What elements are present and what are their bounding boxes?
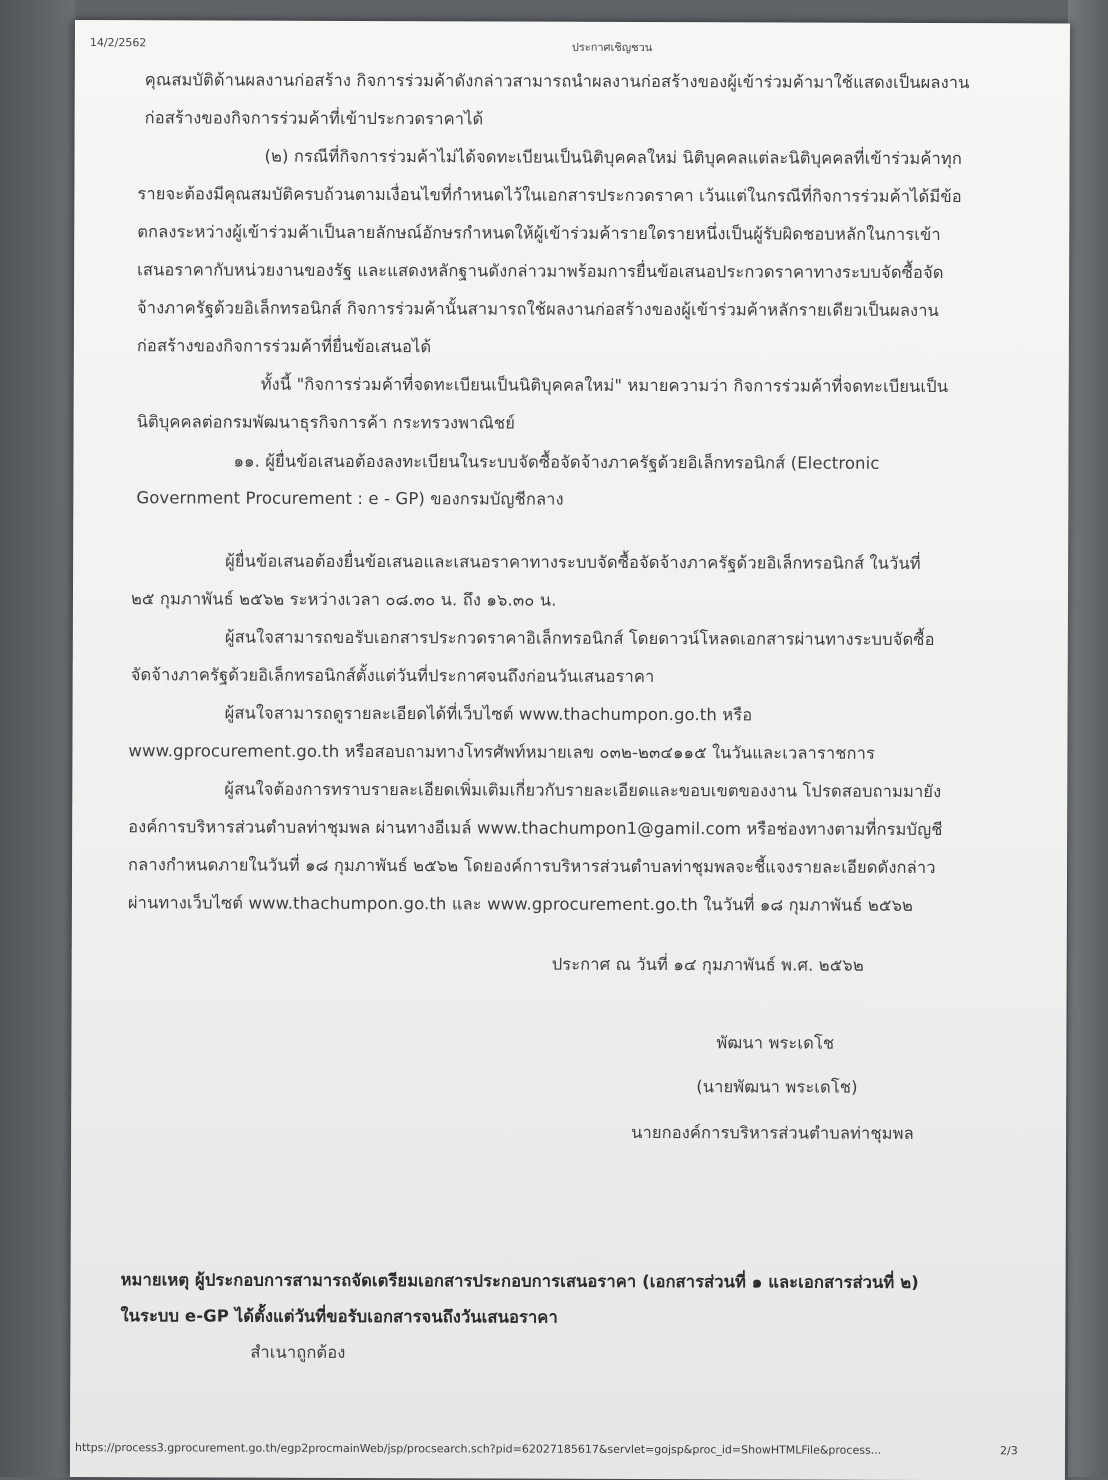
paragraph-line: คุณสมบัติด้านผลงานก่อสร้าง กิจการร่วมค้าดังกล่าวสามารถนำผลงานก่อสร้างของผู้เข้าร่วมค้ามาใช้แสดงเป็นผลงาน: [144, 70, 970, 93]
paragraph-line: ๑๑. ผู้ยื่นข้อเสนอต้องลงทะเบียนในระบบจัดซื้อจัดจ้างภาครัฐด้วยอิเล็กทรอนิกส์ (Electronic: [233, 451, 880, 473]
remark-line: ในระบบ e-GP ได้ตั้งแต่วันที่ขอรับเอกสารจนถึงวันเสนอราคา: [120, 1306, 558, 1327]
paragraph-line: เสนอราคากับหน่วยงานของรัฐ และแสดงหลักฐานดังกล่าวมาพร้อมการยื่นข้อเสนอประกวดราคาทางระบบจัดซื้อจัด: [137, 260, 944, 283]
paragraph-line: จ้างภาครัฐด้วยอิเล็กทรอนิกส์ กิจการร่วมค้านั้นสามารถใช้ผลงานก่อสร้างของผู้เข้าร่วมค้าหลักรายเดียวเป็นผลงาน: [136, 298, 939, 321]
print-footer-url: https://process3.gprocurement.go.th/egp2procmainWeb/jsp/procsearch.sch?pid=62027185617&servlet=gojsp&proc_id=ShowHTMLFile&process...: [74, 1441, 882, 1457]
certified-copy-stamp: สำเนาถูกต้อง: [250, 1342, 346, 1362]
print-page-number: 2/3: [999, 1444, 1018, 1458]
remark-line: หมายเหตุ ผู้ประกอบการสามารถจัดเตรียมเอกสารประกอบการเสนอราคา (เอกสารส่วนที่ ๑ และเอกสารส่วนที่ ๒): [120, 1270, 919, 1292]
paragraph-line: นิติบุคคลต่อกรมพัฒนาธุรกิจการค้า กระทรวงพาณิชย์: [136, 412, 516, 433]
announcement-date: ประกาศ ณ วันที่ ๑๔ กุมภาพันธ์ พ.ศ. ๒๕๖๒: [551, 954, 864, 975]
paragraph-line: ผู้สนใจต้องการทราบรายละเอียดเพิ่มเติมเกี่ยวกับรายละเอียดและขอบเขตของงาน โปรดสอบถามมายัง: [224, 779, 942, 802]
paragraph-line: ตกลงระหว่างผู้เข้าร่วมค้าเป็นลายลักษณ์อักษรกำหนดให้ผู้เข้าร่วมค้ารายใดรายหนึ่งเป็นผู้รับผิดชอบหลักในการเข้า: [137, 222, 941, 245]
paragraph-line: ผู้สนใจสามารถขอรับเอกสารประกวดราคาอิเล็กทรอนิกส์ โดยดาวน์โหลดเอกสารผ่านทางระบบจัดซื้อ: [224, 627, 935, 650]
paragraph-line: รายจะต้องมีคุณสมบัติครบถ้วนตามเงื่อนไขที่กำหนดไว้ในเอกสารประกวดราคา เว้นแต่ในกรณีที่กิจการร่วมค้าได้มีข้อ: [137, 184, 962, 207]
paragraph-line: ก่อสร้างของกิจการร่วมค้าที่เข้าประกวดราคาได้: [144, 108, 484, 129]
paragraph-line: จัดจ้างภาครัฐด้วยอิเล็กทรอนิกส์ตั้งแต่วันที่ประกาศจนถึงก่อนวันเสนอราคา: [130, 665, 655, 687]
paragraph-line: ก่อสร้างของกิจการร่วมค้าที่ยื่นข้อเสนอได้: [136, 336, 432, 357]
paragraph-line: Government Procurement : e - GP) ของกรมบัญชีกลาง: [136, 488, 564, 509]
background-surface-left: [0, 0, 75, 1477]
paragraph-line: ทั้งนี้ "กิจการร่วมค้าที่จดทะเบียนเป็นนิติบุคคลใหม่" หมายความว่า กิจการร่วมค้าที่จดทะเบียนเป็น: [260, 374, 949, 397]
printed-page: [70, 20, 1070, 1480]
signatory-position: นายกองค์การบริหารส่วนตำบลท่าชุมพล: [631, 1122, 914, 1143]
signatory-full-name: (นายพัฒนา พระเดโช): [696, 1077, 858, 1097]
print-title: ประกาศเชิญชวน: [571, 40, 653, 55]
paragraph-line: ๒๕ กุมภาพันธ์ ๒๕๖๒ ระหว่างเวลา ๐๘.๓๐ น. ถึง ๑๖.๓๐ น.: [130, 589, 557, 610]
paragraph-line: www.gprocurement.go.th หรือสอบถามทางโทรศัพท์หมายเลข ๐๓๒-๒๓๔๑๑๕ ในวันและเวลาราชการ: [128, 741, 875, 763]
paragraph-line: ผู้ยื่นข้อเสนอต้องยื่นข้อเสนอและเสนอราคาทางระบบจัดซื้อจัดจ้างภาครัฐด้วยอิเล็กทรอนิกส์ ในวันที่: [225, 551, 921, 573]
paragraph-line: องค์การบริหารส่วนตำบลท่าชุมพล ผ่านทางอีเมล์ www.thachumpon1@gamil.com หรือช่องทางตามที่กรมบัญชี: [128, 817, 943, 840]
background-surface-right: [1068, 0, 1108, 1477]
paragraph-line: (๒) กรณีที่กิจการร่วมค้าไม่ได้จดทะเบียนเป็นนิติบุคคลใหม่ นิติบุคคลแต่ละนิติบุคคลที่เข้าร่วมค้าทุก: [264, 146, 963, 169]
signature-name: พัฒนา พระเดโช: [716, 1033, 835, 1053]
paragraph-line: กลางกำหนดภายในวันที่ ๑๘ กุมภาพันธ์ ๒๕๖๒ โดยองค์การบริหารส่วนตำบลท่าชุมพลจะชี้แจงรายละเอียดดังกล่าว: [128, 855, 936, 878]
print-date: 14/2/2562: [89, 36, 147, 50]
paragraph-line: ผ่านทางเว็บไซต์ www.thachumpon.go.th และ www.gprocurement.go.th ในวันที่ ๑๘ กุมภาพันธ์ ๒๕๖๒: [127, 893, 914, 915]
paragraph-line: ผู้สนใจสามารถดูรายละเอียดได้ที่เว็บไซต์ www.thachumpon.go.th หรือ: [224, 703, 753, 725]
